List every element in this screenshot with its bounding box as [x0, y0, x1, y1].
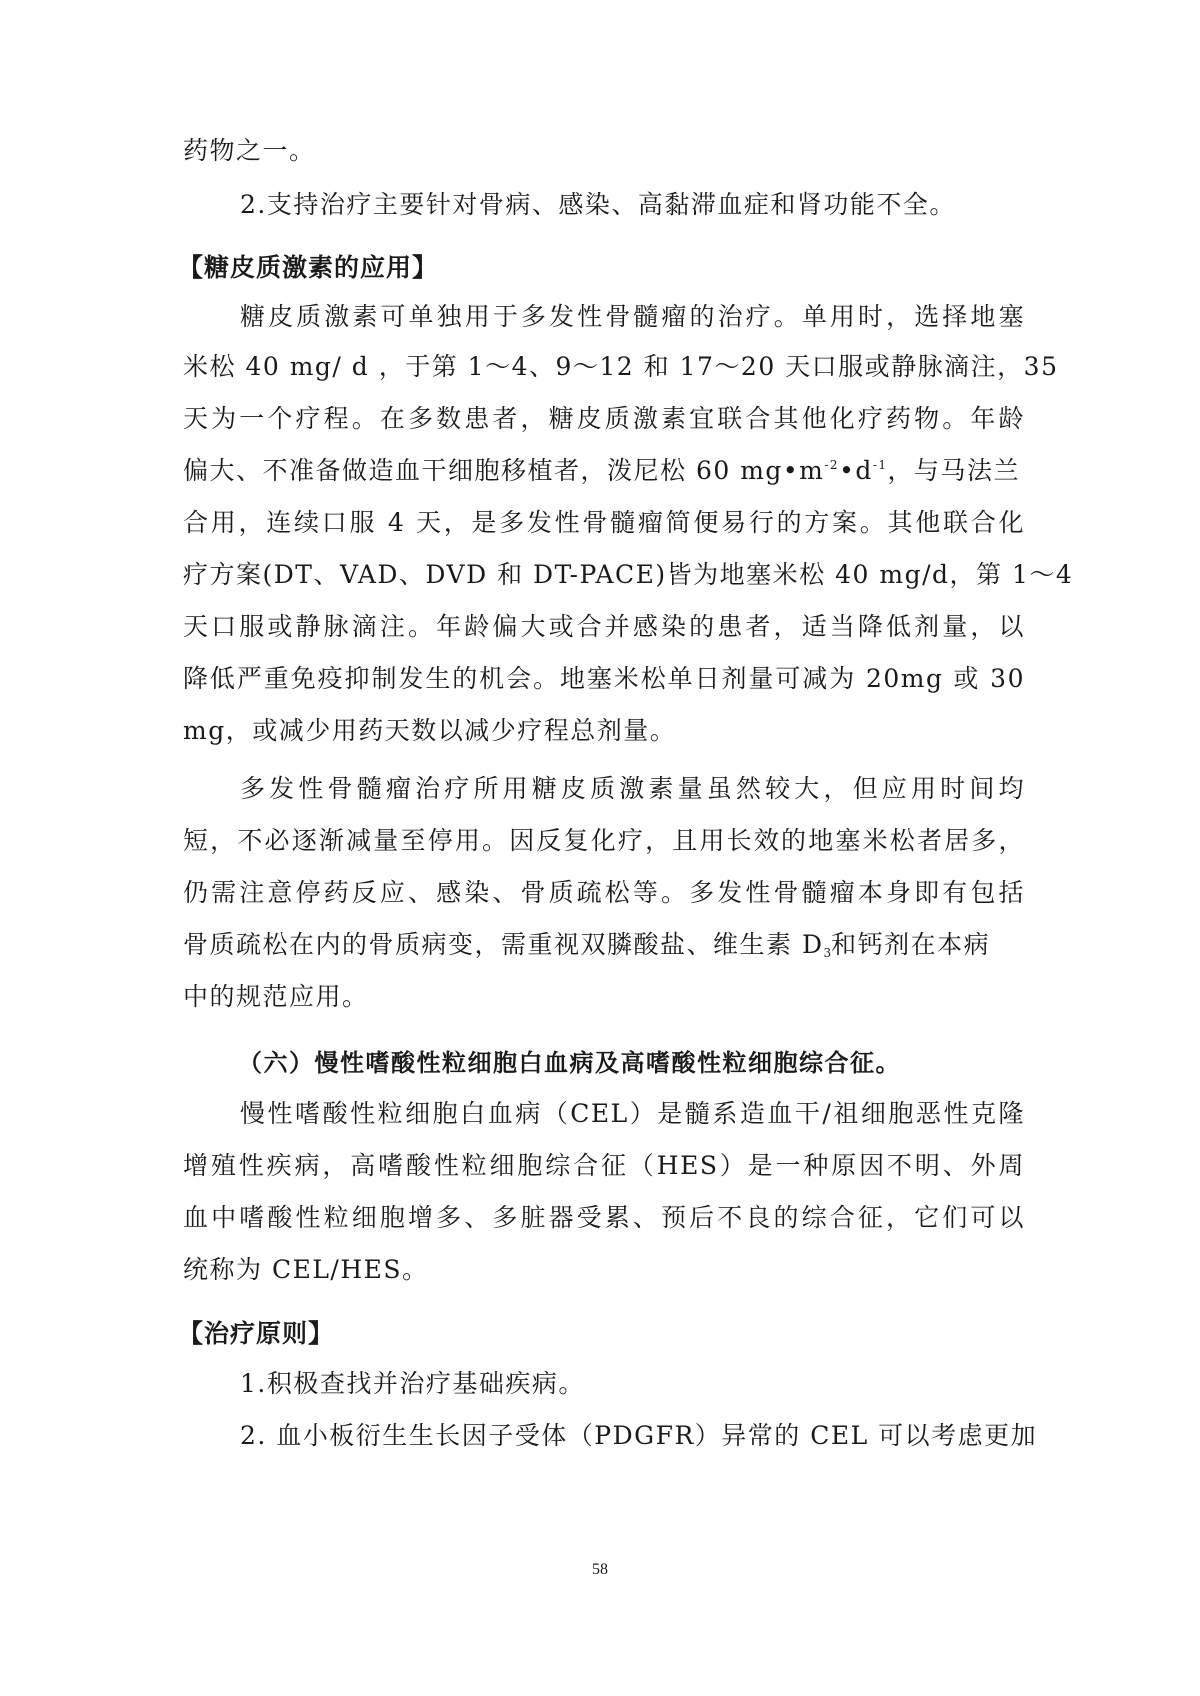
- text-segment: 偏大、不准备做造血干细胞移植者，泼尼松 60 mg•m: [183, 456, 825, 485]
- superscript: -2: [824, 458, 840, 472]
- subscript: 3: [823, 946, 832, 960]
- paragraph-line: 血中嗜酸性粒细胞增多、多脏器受累、预后不良的综合征，它们可以: [183, 1203, 1025, 1232]
- paragraph-line: 天口服或静脉滴注。年龄偏大或合并感染的患者，适当降低剂量，以: [183, 612, 1025, 641]
- text-segment: 骨质疏松在内的骨质病变，需重视双膦酸盐、维生素 D: [183, 930, 824, 959]
- paragraph-line: 疗方案(DT、VAD、DVD 和 DT-PACE)皆为地塞米松 40 mg/d，第 1～4: [183, 560, 1074, 589]
- paragraph-line: 统称为 CEL/HES。: [183, 1255, 429, 1284]
- paragraph-line: 降低严重免疫抑制发生的机会。地塞米松单日剂量可减为 20mg 或 30: [183, 664, 1025, 693]
- paragraph-line: 天为一个疗程。在多数患者，糖皮质激素宜联合其他化疗药物。年龄: [183, 404, 1025, 433]
- text-segment: 和钙剂在本病: [831, 930, 991, 959]
- paragraph-line-with-subscript: [183, 927, 990, 963]
- text-segment: •d: [839, 456, 873, 485]
- paragraph-line: 增殖性疾病，高嗜酸性粒细胞综合征（HES）是一种原因不明、外周: [183, 1151, 1025, 1180]
- paragraph-line: 多发性骨髓瘤治疗所用糖皮质激素量虽然较大，但应用时间均: [240, 774, 1025, 803]
- text-segment: ，与马法兰: [887, 456, 1021, 485]
- section-heading-treatment-principles: 【治疗原则】: [178, 1319, 335, 1348]
- subsection-heading-cel-hes: （六）慢性嗜酸性粒细胞白血病及高嗜酸性粒细胞综合征。: [238, 1049, 901, 1077]
- paragraph-line: 短，不必逐渐减量至停用。因反复化疗，且用长效的地塞米松者居多，: [183, 826, 1025, 855]
- page-number: 58: [592, 1561, 608, 1578]
- paragraph-line-with-units: [183, 453, 1020, 489]
- paragraph-line: 中的规范应用。: [183, 982, 369, 1011]
- paragraph-line: 药物之一。: [183, 136, 316, 165]
- paragraph-line: 仍需注意停药反应、感染、骨质疏松等。多发性骨髓瘤本身即有包括: [183, 878, 1025, 907]
- section-heading-glucocorticoid: 【糖皮质激素的应用】: [178, 253, 439, 282]
- list-item-1: 1.积极查找并治疗基础疾病。: [240, 1369, 585, 1398]
- paragraph-line: 糖皮质激素可单独用于多发性骨髓瘤的治疗。单用时，选择地塞: [240, 302, 1025, 331]
- superscript: -1: [872, 458, 888, 472]
- paragraph-line: 合用，连续口服 4 天，是多发性骨髓瘤简便易行的方案。其他联合化: [183, 508, 1025, 537]
- paragraph-line: 米松 40 mg/ d ，于第 1～4、9～12 和 17～20 天口服或静脉滴注，35: [183, 352, 1059, 381]
- list-item-2: 2. 血小板衍生生长因子受体（PDGFR）异常的 CEL 可以考虑更加: [240, 1421, 1038, 1450]
- paragraph-line: 慢性嗜酸性粒细胞白血病（CEL）是髓系造血干/祖细胞恶性克隆: [240, 1099, 1025, 1128]
- paragraph-line: mg，或减少用药天数以减少疗程总剂量。: [183, 716, 677, 745]
- list-item-2: 2.支持治疗主要针对骨病、感染、高黏滞血症和肾功能不全。: [240, 190, 956, 219]
